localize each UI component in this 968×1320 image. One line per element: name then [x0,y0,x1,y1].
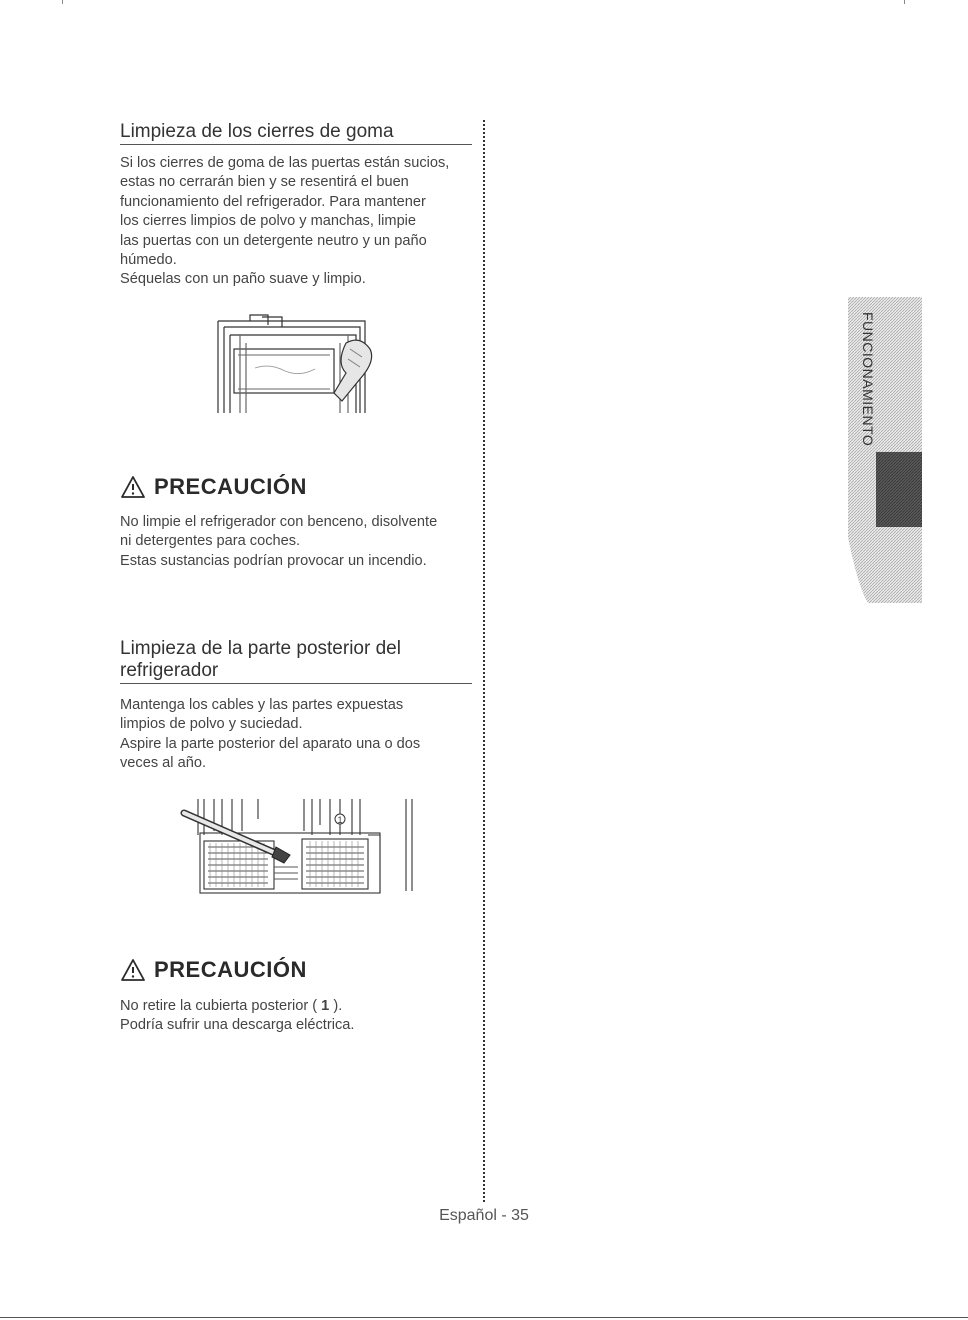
crop-mark-right [904,0,905,4]
caution-text-2 [120,997,480,1036]
section-title-rear-line2: refrigerador [120,660,219,681]
rear-cover-callout: 1 [337,815,343,825]
warning-triangle-icon [120,958,146,982]
caution-text-2-number: 1 [321,998,330,1014]
caution-label-1: PRECAUCIÓN [154,474,307,499]
caution-text-2-start: No retire la cubierta posterior ( [120,998,322,1014]
caution-label-2: PRECAUCIÓN [154,957,307,982]
caution-heading-1 [120,474,307,500]
gasket-cleaning-text: Si los cierres de goma de las puertas están sucios, estas no cerrarán bien y se resentirá el buen funcionamiento del refrigerador. Para mantener los cierres limpios de polvo y manchas, limpie las puertas con un detergente neutro y un paño húmedo. Séquelas con un paño suave y limpio. [120,155,450,288]
section-title-gaskets: Limpieza de los cierres de goma [120,121,472,145]
column-divider [483,120,485,1202]
section-title-rear [120,638,472,684]
rear-panel-figure [180,795,415,895]
page-number: Español - 35 [439,1207,529,1224]
warning-triangle-icon [120,475,146,499]
caution-text-2-end: ). Podría sufrir una descarga eléctrica. [120,998,355,1034]
side-tab-label: FUNCIONAMIENTO [860,311,876,447]
caution-heading-2 [120,957,307,983]
bottom-rule [0,1317,968,1318]
section-title-rear-line1: Limpieza de la parte posterior del [120,638,401,659]
door-gasket-figure [210,313,380,415]
crop-mark-left [62,0,63,4]
caution-text-1: No limpie el refrigerador con benceno, disolvente ni detergentes para coches. Estas sustancias podrían provocar un incendio. [120,514,438,569]
rear-cleaning-text: Mantenga los cables y las partes expuestas limpios de polvo y suciedad. Aspire la parte posterior del aparato una o dos veces al año. [120,697,421,772]
